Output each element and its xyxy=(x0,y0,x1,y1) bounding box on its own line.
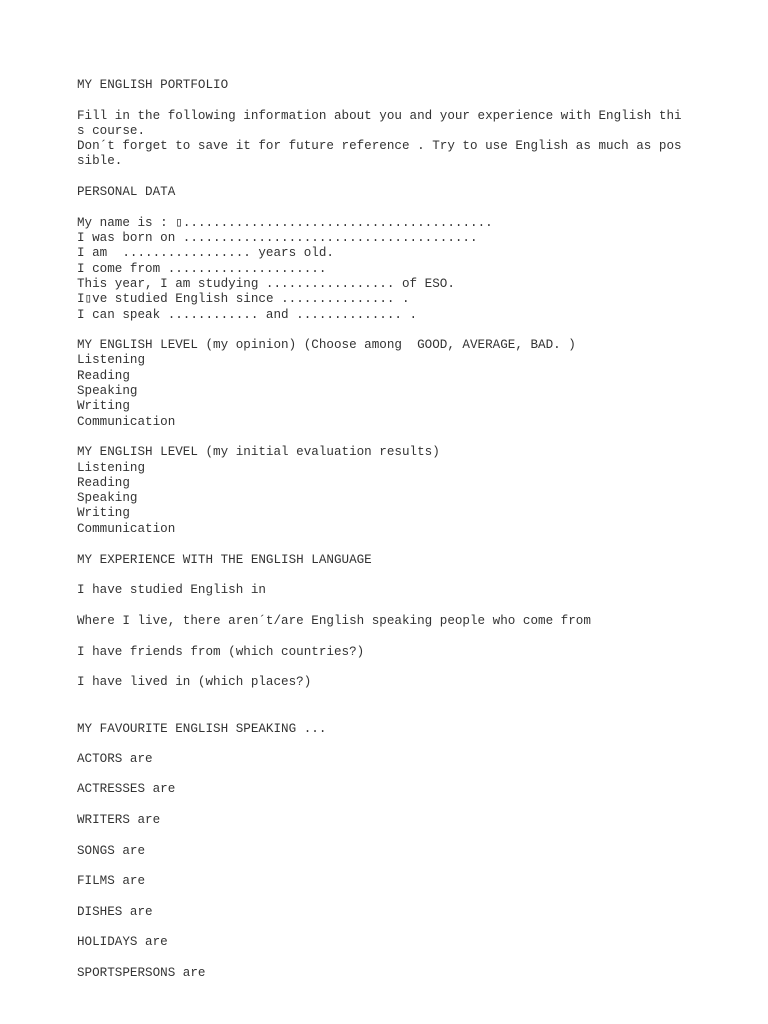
origin-field-line: I come from ..................... xyxy=(77,262,327,276)
favourites-heading: MY FAVOURITE ENGLISH SPEAKING ... xyxy=(77,722,327,736)
languages-field-line: I can speak ............ and .............. . xyxy=(77,308,418,322)
favourite-line: ACTORS are xyxy=(77,752,153,766)
intro-line: s course. xyxy=(77,124,146,138)
intro-line: Fill in the following information about you and your experience with English thi xyxy=(77,109,682,123)
level-opinion-heading: MY ENGLISH LEVEL (my opinion) (Choose among GOOD, AVERAGE, BAD. ) xyxy=(77,338,576,352)
studying-field-line: This year, I am studying ................. of ESO. xyxy=(77,277,455,291)
experience-line: Where I live, there aren´t/are English speaking people who come from xyxy=(77,614,591,628)
experience-line: I have lived in (which places?) xyxy=(77,675,312,689)
age-field-line: I am ................. years old. xyxy=(77,246,334,260)
level-opinion-item: Listening xyxy=(77,353,146,367)
level-initial-heading: MY ENGLISH LEVEL (my initial evaluation results) xyxy=(77,445,440,459)
experience-heading: MY EXPERIENCE WITH THE ENGLISH LANGUAGE xyxy=(77,553,372,567)
experience-line: I have studied English in xyxy=(77,583,266,597)
level-initial-item: Communication xyxy=(77,522,176,536)
personal-data-heading: PERSONAL DATA xyxy=(77,185,176,199)
intro-line: Don´t forget to save it for future reference . Try to use English as much as pos xyxy=(77,139,682,153)
level-initial-item: Speaking xyxy=(77,491,138,505)
favourite-line: SPORTSPERSONS are xyxy=(77,966,206,980)
level-initial-item: Listening xyxy=(77,461,146,475)
favourite-line: WRITERS are xyxy=(77,813,161,827)
level-opinion-item: Speaking xyxy=(77,384,138,398)
level-opinion-item: Reading xyxy=(77,369,130,383)
level-opinion-item: Writing xyxy=(77,399,130,413)
document-title: MY ENGLISH PORTFOLIO xyxy=(77,78,229,92)
level-initial-item: Reading xyxy=(77,476,130,490)
birth-field-line: I was born on ....................................... xyxy=(77,231,478,245)
level-opinion-item: Communication xyxy=(77,415,176,429)
favourite-line: FILMS are xyxy=(77,874,146,888)
favourite-line: DISHES are xyxy=(77,905,153,919)
level-initial-item: Writing xyxy=(77,506,130,520)
name-field-line: My name is : ▯......................................... xyxy=(77,216,493,230)
favourite-line: SONGS are xyxy=(77,844,146,858)
favourite-line: HOLIDAYS are xyxy=(77,935,168,949)
intro-line: sible. xyxy=(77,154,123,168)
favourite-line: ACTRESSES are xyxy=(77,782,176,796)
studied-since-field-line: I▯ve studied English since ............... . xyxy=(77,292,410,306)
experience-line: I have friends from (which countries?) xyxy=(77,645,365,659)
